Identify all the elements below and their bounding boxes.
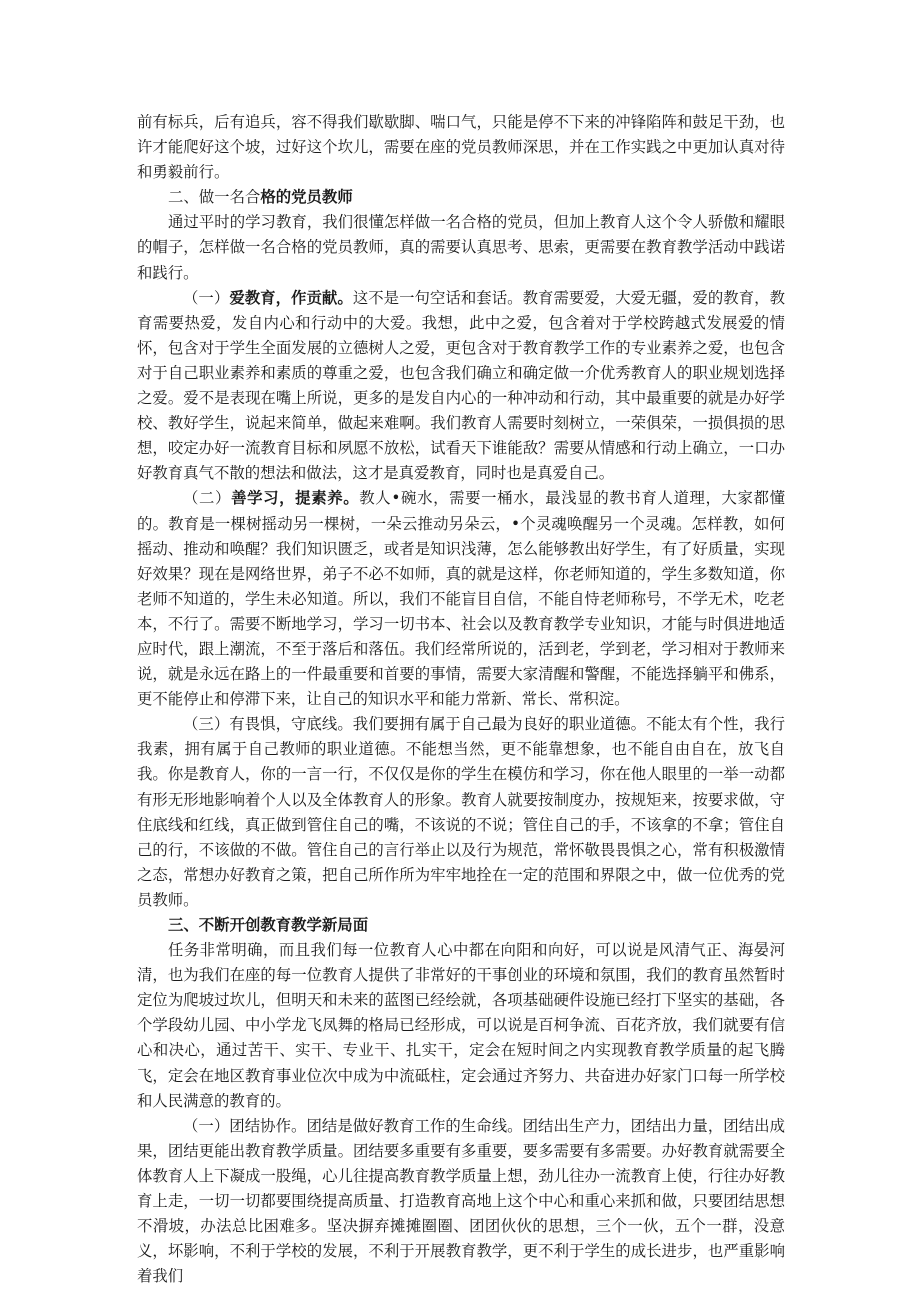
paragraph-intro-2: 通过平时的学习教育，我们很懂怎样做一名合格的党员，但加上教育人这个令人骄傲和耀眼的帽子，怎样做一名合格的党员教师，真的需要认真思考、思索，更需要在教育教学活动中践诺和践行。 — [137, 213, 785, 282]
subsection-3: （三）有畏惧，守底线。我们要拥有属于自己最为良好的职业道德。不能太有个性，我行我素，拥有属于自己教师的职业道德。不能想当然，更不能靠想象，也不能自由自在，放飞自我。你是教育人，你的一言一行，不仅仅是你的学生在模仿和学习，你在他人眼里的一举一动都有形无形地影响着个人以及全体教育人的形象。教育人就要按制度办，按规矩来，按要求做，守住底线和红线，真正做到管住自己的嘴，不该说的不说；管住自己的手，不该拿的不拿；管住自己的行，不该做的不做。管住自己的言行举止以及行为规范，常怀敬畏畏惧之心，常有积极激情之态，常想办好教育之策，把自己所作所为牢牢地拴在一定的范围和界限之中，做一位优秀的党员教师。 — [137, 715, 785, 909]
section-heading-3: 三、不断开创教育教学新局面 — [168, 916, 369, 934]
subsection-3-1: （一）团结协作。团结是做好教育工作的生命线。团结出生产力，团结出力量，团结出成果，团结更能出教育教学质量。团结要多重要有多重要，要多需要有多需要。办好教育就需要全体教育人上下凝成一股绳，心儿往提高教育教学质量上想，劲儿往办一流教育上使，行往办好教育上走，一切一切都要围绕提高质量、打造教育高地上这个中心和重心来抓和做，只要团结思想不滑坡，办法总比困难多。坚决摒弃摊摊圈圈、团团伙伙的思想，三个一伙，五个一群，没意义，坏影响，不利于学校的发展，不利于开展教育教学，更不利于学生的成长进步，也严重影响着我们 — [137, 1116, 785, 1286]
subsection-2 — [137, 486, 785, 712]
subsection-1-text: 这不是一句空话和套话。教育需要爱，大爱无疆，爱的教育，教育需要热爱，发自内心和行动中的大爱。我想，此中之爱，包含着对于学校跨越式发展爱的情怀，包含对于学生全面发展的立德树人之爱，更包含对于教育教学工作的专业素养之爱，也包含对于自己职业素养和素质的尊重之爱，也包含我们确立和确定做一介优秀教育人的职业规划选择之爱。爱不是表现在嘴上所说，更多的是发自内心的一种冲动和行动，其中最重要的就是办好学校、教好学生，说起来简单，做起来难啊。我们教育人需要时刻树立，一荣俱荣，一损俱损的思想，咬定办好一流教育目标和夙愿不放松，试看天下谁能敌？需要从情感和行动上确立，一口办好教育真气不散的想法和做法，这才是真爱教育，同时也是真爱自己。 — [137, 288, 785, 483]
subsection-2-number: （二） — [183, 489, 232, 508]
heading-2-plain: 二、做一名合 — [168, 188, 261, 207]
heading-2-bold: 格的党员教师 — [260, 188, 353, 207]
subsection-2-text: 教人•碗水，需要一桶水，最浅显的教书育人道理，大家都懂的。教育是一棵树摇动另一棵树，一朵云推动另朵云，•个灵魂唤醒另一个灵魂。怎样教，如何摇动、推动和唤醒？我们知识匮乏，或者是知识浅薄，怎么能够教出好学生，有了好质量，实现好效果？现在是网络世界，弟子不必不如师，真的就是这样，你老师知道的，学生多数知道，你老师不知道的，学生未必知道。所以，我们不能盲目自信，不能自恃老师称号，不学无术，吃老本，不行了。需要不断地学习，学习一切书本、社会以及教育教学专业知识，才能与时俱进地适应时代，跟上潮流，不至于落后和落伍。我们经常所说的，活到老，学到老，学习相对于教师来说，就是永远在路上的一件最重要和首要的事情，需要大家清醒和警醒，不能选择躺平和佛系，更不能停止和停滞下来，让自己的知识水平和能力常新、常长、常积淀。 — [137, 489, 785, 709]
section-heading-2 — [137, 185, 785, 210]
subsection-1-number: （一） — [183, 288, 230, 307]
paragraph-intro-3: 任务非常明确，而且我们每一位教育人心中都在向阳和向好，可以说是风清气正、海晏河清，也为我们在座的每一位教育人提供了非常好的干事创业的环境和氛围，我们的教育虽然暂时定位为爬坡过坎儿，但明天和未来的蓝图已经绘就，各项基础硬件设施已经打下坚实的基础，各个学段幼儿园、中小学龙飞凤舞的格局已经形成，可以说是百柯争流、百花齐放，我们就要有信心和决心，通过苦干、实干、专业干、扎实干，定会在短时间之内实现教育教学质量的起飞腾飞，定会在地区教育事业位次中成为中流砥柱，定会通过齐努力、共奋进办好家门口每一所学校和人民满意的教育的。 — [137, 941, 785, 1110]
paragraph-continuation: 前有标兵，后有追兵，容不得我们歇歇脚、喘口气，只能是停不下来的冲锋陷阵和鼓足干劲，也许才能爬好这个坡，过好这个坎儿，需要在座的党员教师深思，并在工作实践之中更加认真对待和勇毅前行。 — [137, 113, 785, 182]
subsection-1-title: 爱教育，作贡献。 — [229, 288, 353, 307]
document-body — [137, 110, 785, 1289]
subsection-2-title: 善学习，提素养。 — [231, 489, 360, 508]
subsection-1 — [137, 286, 785, 487]
